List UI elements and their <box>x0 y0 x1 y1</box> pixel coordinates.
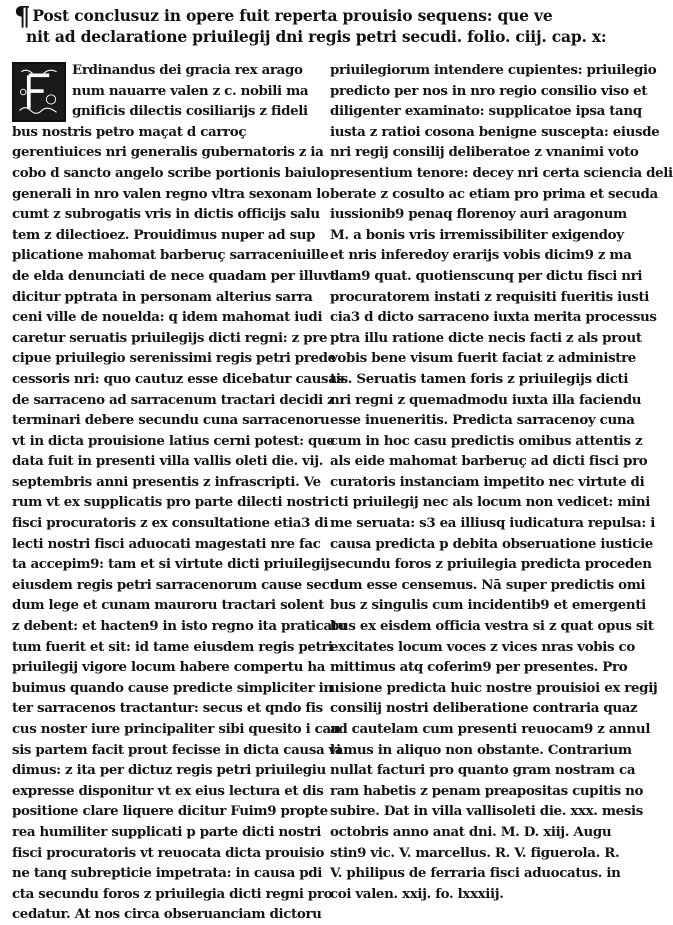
text-line: ram habetis z penam preapositas cupitis no <box>330 782 644 799</box>
text-line: vt in dicta prouisione latius cerni potest: que <box>12 432 335 449</box>
text-line: ad cautelam cum presenti reuocam9 z annul <box>330 721 651 737</box>
heading-line-2: nit ad declaratione priuilegij dni regis petri secudi. folio. ciij. cap. x: <box>26 27 607 46</box>
text-line: num nauarre valen z c. nobili ma <box>72 82 309 99</box>
text-line: excitates locum voces z vices nras vobis co <box>330 638 635 655</box>
text-line: lecti nostri fisci aduocati magestati nre fac <box>12 535 321 552</box>
text-line: dimus: z ita per dictuz regis petri priuilegiu <box>12 762 326 779</box>
text-line: gerentiuices nri generalis gubernatoris z ia <box>12 144 324 161</box>
text-line: als eide mahomat barberuç ad dicti fisci pro <box>330 453 648 470</box>
heading-line-1 <box>14 2 614 32</box>
text-line: tum fuerit et sit: id tame eiusdem regis petri <box>12 638 333 655</box>
text-line: iusta z ratioi cosona benigne suscepta: eiusde <box>330 123 660 140</box>
text-line: me seruata: s3 ea illiusq iudicatura repulsa: i <box>330 515 655 532</box>
text-line: de elda denunciati de nece quadam per illuvt <box>12 267 336 284</box>
text-line: bus z singulis cum incidentib9 et emergenti <box>330 597 646 614</box>
text-line: bus ex eisdem officia vestra si z quat opus sit <box>330 618 654 635</box>
text-line: fisci procuratoris z ex consultatione etia3 di <box>12 515 329 532</box>
text-line: eiusdem regis petri sarracenorum cause secu <box>12 576 339 593</box>
text-line: vobis bene visum fuerit faciat z administre <box>330 350 636 367</box>
text-line: septembris anni presentis z infrascripti. Ve <box>12 473 321 490</box>
text-line: iussionib9 penaq florenoy auri aragonum <box>330 206 627 223</box>
text-line: mittimus atq coferim9 per presentes. Pro <box>330 659 628 676</box>
text-line: cipue priuilegio serenissimi regis petri prede <box>12 350 336 367</box>
text-line: fisci procuratoris vt reuocata dicta prouisio <box>12 844 325 861</box>
text-line: sis partem facit prout fecisse in dicta causa vi <box>12 741 341 758</box>
text-line: dum esse censemus. Nā super predictis omi <box>330 576 646 593</box>
text-line: nri regni z quemadmodu iuxta illa faciendu <box>330 391 642 408</box>
text-line: predicto per nos in nro regio consilio viso et <box>330 82 648 99</box>
text-line: cobo d sancto angelo scribe portionis baiulo <box>12 164 330 181</box>
text-line: buimus quando cause predicte simpliciter in <box>12 679 333 696</box>
text-line: uisione predicta huic nostre prouisioi ex regij <box>330 679 658 696</box>
heading-text-1: Post conclusuz in opere fuit reperta prouisio sequens: que ve <box>32 6 553 25</box>
text-line: de sarraceno ad sarracenum tractari decidi z <box>12 391 335 408</box>
text-line: diligenter examinato: supplicatoe ipsa tanq <box>330 103 642 120</box>
decorated-initial-svg <box>14 64 64 120</box>
text-line: data fuit in presenti villa vallis oleti die. vij. <box>12 453 324 470</box>
text-line: dicitur pptrata in personam alterius sarra <box>12 288 313 305</box>
text-line: lamus in aliquo non obstante. Contrarium <box>330 741 632 758</box>
text-line: rea humiliter supplicati p parte dicti nostri <box>12 823 321 840</box>
text-line: ptra illu ratione dicte necis facti z als prout <box>330 329 642 346</box>
text-line: ceni ville de nouelda: q idem mahomat iudi <box>12 309 323 326</box>
text-line: caretur seruatis priuilegijs dicti regni: z pre <box>12 329 328 346</box>
text-line: bus nostris petro maçat d carroç <box>12 123 247 140</box>
text-line: cus noster iure principaliter sibi quesito i cau <box>12 721 341 737</box>
text-line: curatoris instanciam impetito nec virtute di <box>330 473 645 490</box>
text-line: subire. Dat in villa vallisoleti die. xxx. mesis <box>330 803 643 820</box>
text-line: M. a bonis vris irremissibiliter exigendoy <box>330 226 624 243</box>
text-line: dum lege et cunam mauroru tractari solent <box>12 597 324 614</box>
text-line: cessoris nri: quo cautuz esse dicebatur causas <box>12 370 344 387</box>
text-line: tem z dilectioez. Prouidimus nuper ad sup <box>12 226 316 243</box>
text-line: z debent: et hacten9 in isto regno ita praticatu <box>12 618 347 635</box>
text-line: positione clare liquere dicitur Fuim9 propte <box>12 803 328 820</box>
text-line: generali in nro valen regno vltra sexonam lo <box>12 185 330 202</box>
text-line: dam9 quat. quotienscunq per dictu fisci nri <box>330 267 643 284</box>
text-line: cedatur. At nos circa obseruanciam dictoru <box>12 906 322 923</box>
text-line: Erdinandus dei gracia rex arago <box>72 62 303 78</box>
text-line: priuilegij vigore locum habere compertu ha <box>12 659 326 676</box>
text-line: secundu foros z priuilegia predicta proceden <box>330 556 652 573</box>
text-line: V. philipus de ferraria fisci aduocatus. in <box>330 865 621 882</box>
text-line: priuilegiorum intendere cupientes: priuilegio <box>330 62 657 78</box>
text-line: esse inueneritis. Predicta sarracenoy cuna <box>330 412 635 429</box>
text-line: procuratorem instati z requisiti fueritis iusti <box>330 288 650 305</box>
right-column <box>330 60 673 904</box>
left-column <box>12 60 347 925</box>
text-line: cumt z subrogatis vris in dictis officijs salu <box>12 206 320 223</box>
text-line: expresse disponitur vt ex eius lectura et dis <box>12 782 324 799</box>
text-line: nri regij consilij deliberatoe z vnanimi voto <box>330 144 639 161</box>
text-line: ta accepim9: tam et si virtute dicti priuilegij <box>12 556 330 573</box>
text-line: cta secundu foros z priuilegia dicti regni pro <box>12 885 333 902</box>
text-line: plicatione mahomat barberuç sarraceniuille <box>12 247 329 264</box>
text-line: ter sarracenos tractantur: secus et qndo fis <box>12 700 323 717</box>
text-line: tis. Seruatis tamen foris z priuilegijs dicti <box>330 370 629 387</box>
text-line: rum vt ex supplicatis pro parte dilecti nostri <box>12 494 329 511</box>
document-heading <box>14 2 614 46</box>
text-line: terminari debere secundu cuna sarracenoru <box>12 412 330 429</box>
text-line: nullat facturi pro quanto gram nostram ca <box>330 762 636 779</box>
text-line: cti priuilegij nec als locum non vedicet: mini <box>330 494 651 511</box>
text-line: stin9 vic. V. marcellus. R. V. figuerola. R. <box>330 844 620 861</box>
text-line: causa predicta p debita obseruatione iusticie <box>330 535 653 552</box>
pilcrow-icon: ¶ <box>14 2 31 32</box>
decorated-initial-icon <box>12 62 66 122</box>
text-line: coi valen. xxij. fo. lxxxiij. <box>330 885 504 902</box>
text-line: cum in hoc casu predictis omibus attentis z <box>330 432 643 449</box>
text-line: octobris anno anat dni. M. D. xiij. Augu <box>330 823 612 840</box>
text-line: gnificis dilectis cosiliarijs z fideli <box>72 103 308 120</box>
text-line: et nris inferedoy erarijs vobis dicim9 z ma <box>330 247 632 264</box>
text-line: cia3 d dicto sarraceno iuxta merita processus <box>330 309 657 326</box>
text-line: presentium tenore: decey nri certa sciencia deli <box>330 164 673 181</box>
text-line: berate z cosulto ac etiam pro prima et secuda <box>330 185 658 202</box>
text-line: ne tanq subrepticie impetrata: in causa pdi <box>12 865 323 882</box>
text-line: consilij nostri deliberatione contraria quaz <box>330 700 638 717</box>
